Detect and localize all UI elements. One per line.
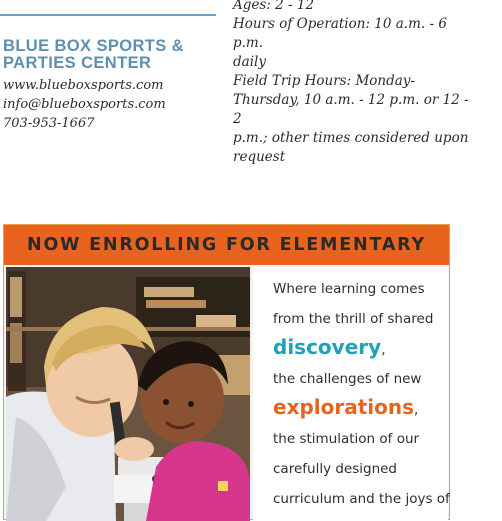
highlight-discovery: discovery [273,335,382,359]
ad-text-panel [253,267,448,521]
highlight-explorations: explorations [273,395,415,419]
details-block [233,0,473,167]
field-trip-line3: p.m.; other times considered upon [233,130,469,146]
ad-photo [6,267,250,521]
ad-line1: Where learning comes [273,281,425,297]
website-link[interactable]: www.blueboxsports.com [3,78,164,93]
field-trip-line1: Field Trip Hours: Monday- [233,73,415,89]
field-trip-line2: Thursday, 10 a.m. - 12 p.m. or 12 - 2 [233,92,469,127]
children-microscope-illustration [6,267,250,521]
ad-banner: NOW ENROLLING FOR ELEMENTARY [4,225,449,265]
highlight1-suffix: , [381,342,386,358]
ad-line5: carefully designed [273,461,398,477]
phone-number: 703-953-1667 [3,116,95,131]
business-name: BLUE BOX SPORTS & PARTIES CENTER [3,37,184,72]
hours-text-line1: Hours of Operation: 10 a.m. - 6 p.m. [233,16,447,51]
contact-block [3,76,166,133]
highlight2-suffix: , [414,402,419,418]
ad-line2: from the thrill of shared [273,311,434,327]
ad-line4: the stimulation of our [273,431,420,447]
ad-line6: curriculum and the joys of [273,491,450,507]
ad-highlight1-line [273,335,385,359]
field-trip-line4: request [233,149,286,165]
ad-highlight2-line [273,395,418,419]
email-link[interactable]: info@blueboxsports.com [3,97,166,112]
enrollment-ad[interactable] [3,224,450,520]
section-divider [0,14,216,16]
ad-line3: the challenges of new [273,371,422,387]
hours-text-line2: daily [233,54,266,70]
ages-text: Ages: 2 - 12 [233,0,315,13]
